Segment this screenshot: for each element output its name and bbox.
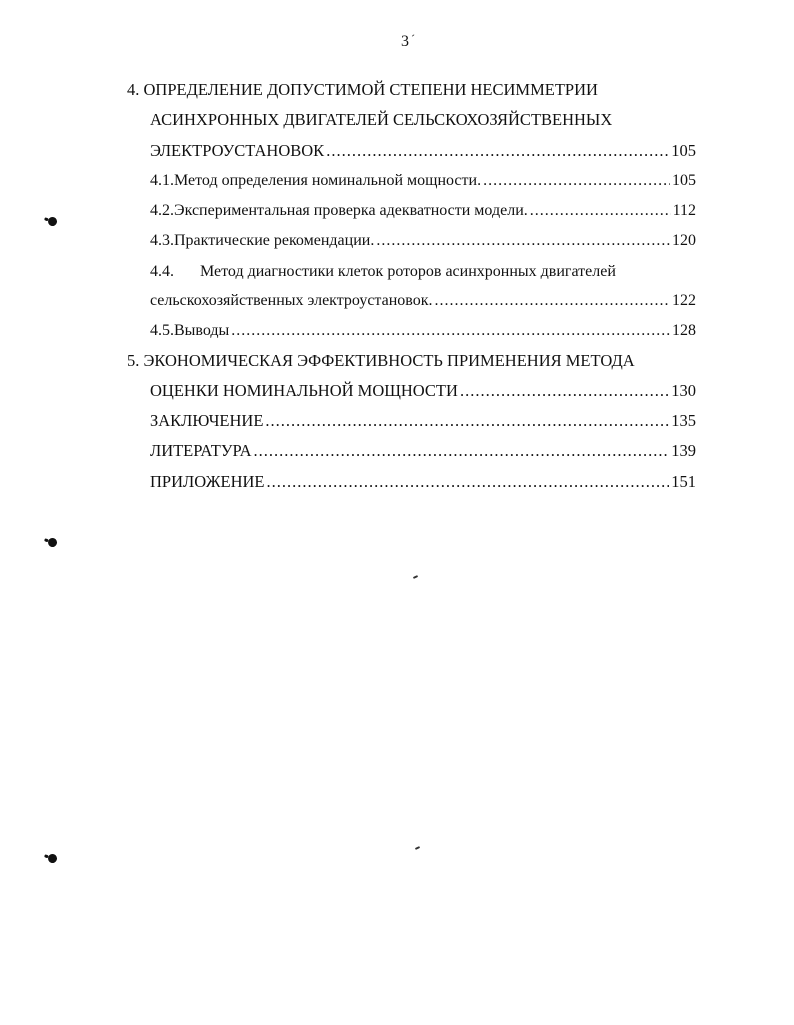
toc-entry-4-1[interactable] — [150, 171, 696, 191]
dot-leader — [376, 231, 670, 251]
toc-entry-page: 122 — [672, 292, 696, 309]
toc-entry-4-2[interactable] — [150, 201, 696, 221]
dot-leader — [434, 291, 670, 311]
section4-heading-line1: 4. ОПРЕДЕЛЕНИЕ ДОПУСТИМОЙ СТЕПЕНИ НЕСИММЕТРИИ — [127, 80, 598, 99]
toc-entry-title: Практические рекомендации. — [174, 232, 375, 249]
toc-entry-section5[interactable] — [150, 381, 696, 401]
toc-entry-title: Экспериментальная проверка адекватности модели. — [174, 202, 528, 219]
dot-leader — [460, 381, 669, 401]
section5-heading-line1: 5. ЭКОНОМИЧЕСКАЯ ЭФФЕКТИВНОСТЬ ПРИМЕНЕНИЯ МЕТОДА — [127, 351, 635, 370]
toc-entry-number: 4.2. — [150, 202, 174, 219]
toc-entry-title: ЛИТЕРАТУРА — [150, 441, 252, 460]
dot-leader — [326, 141, 669, 161]
toc-entry-page: 151 — [671, 472, 696, 491]
toc-entry-number: 4.1. — [150, 172, 174, 189]
toc-entry-number: 4.3. — [150, 232, 174, 249]
toc-entry-page: 120 — [672, 232, 696, 249]
dot-leader — [530, 201, 671, 221]
dot-leader — [266, 472, 669, 492]
toc-entry-page: 112 — [672, 202, 696, 219]
toc-entry-literature[interactable] — [150, 441, 696, 461]
toc-entry-page: 105 — [672, 172, 696, 189]
toc-entry-4-4-line2[interactable] — [150, 291, 696, 311]
toc-entry-title: ПРИЛОЖЕНИЕ — [150, 472, 265, 491]
dot-leader — [483, 171, 670, 191]
toc-entry-title: ЭЛЕКТРОУСТАНОВОК — [150, 141, 325, 160]
toc-entry-page: 135 — [671, 411, 696, 430]
toc-entry-section4[interactable] — [150, 141, 696, 161]
dot-leader — [231, 321, 670, 341]
toc-entry-page: 105 — [671, 141, 696, 160]
toc-entry-4-5[interactable] — [150, 321, 696, 341]
toc-entry-page: 139 — [671, 441, 696, 460]
toc-entry-appendix[interactable] — [150, 472, 696, 492]
toc-entry-title: Метод диагностики клеток роторов асинхронных двигателей — [200, 263, 616, 280]
toc-entry-page: 130 — [671, 381, 696, 400]
toc-entry-title: ЗАКЛЮЧЕНИЕ — [150, 411, 264, 430]
toc-entry-title: ОЦЕНКИ НОМИНАЛЬНОЙ МОЩНОСТИ — [150, 381, 458, 400]
page-number-value: 3 — [401, 33, 409, 50]
toc-entry-title: Выводы — [174, 322, 230, 339]
page-number-mark: ´ — [411, 32, 415, 46]
dot-leader — [265, 411, 669, 431]
toc-entry-title: Метод определения номинальной мощности. — [174, 172, 482, 189]
toc-entry-page: 128 — [672, 322, 696, 339]
toc-entry-conclusion[interactable] — [150, 411, 696, 431]
section4-heading-line2: АСИНХРОННЫХ ДВИГАТЕЛЕЙ СЕЛЬСКОХОЗЯЙСТВЕННЫХ — [150, 110, 613, 129]
toc-entry-title-cont: сельскохозяйственных электроустановок. — [150, 292, 433, 309]
dot-leader — [254, 441, 670, 461]
toc-entry-number: 4.5. — [150, 322, 174, 339]
toc-entry-number: 4.4. — [150, 263, 174, 280]
toc-entry-4-3[interactable] — [150, 231, 696, 251]
toc-entry-4-4-line1[interactable] — [150, 262, 616, 282]
